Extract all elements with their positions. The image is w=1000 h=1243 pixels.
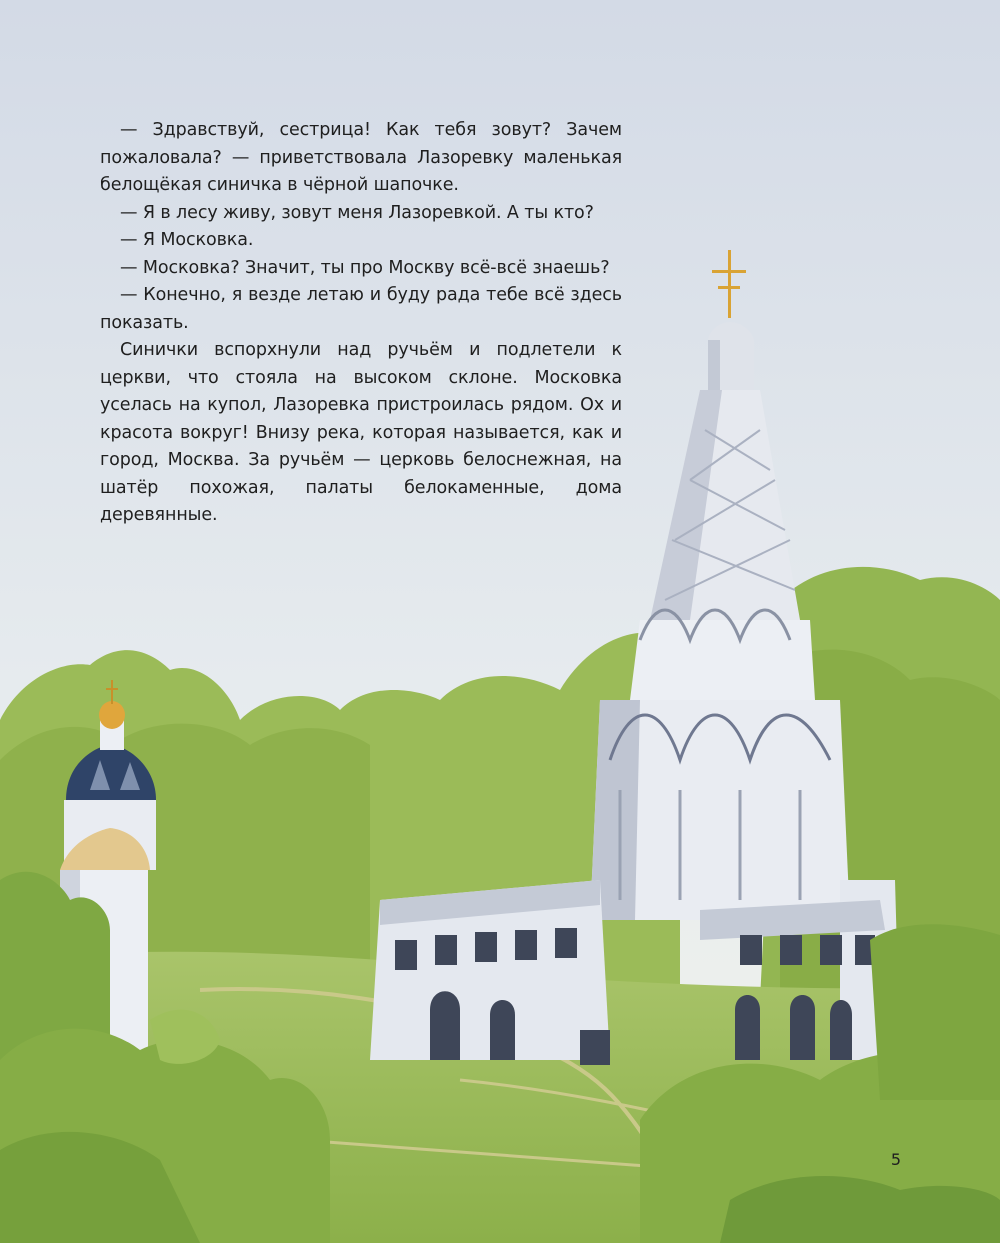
- page-number: 5: [890, 1150, 902, 1169]
- story-paragraph: Синички вспорхнули над ручьём и подлетели к церкви, что стояла на высоком склоне. Московка уселась на купол, Лазоревка пристроилась рядом. Ох и красота вокруг! Внизу река, которая называется, как и город, Москва. За ручьём — церковь белоснежная, на шатёр похожая, палаты белокаменные, дома деревянные.: [100, 340, 622, 525]
- story-text: [100, 117, 622, 530]
- story-paragraph: — Я в лесу живу, зовут меня Лазоревкой. А ты кто?: [120, 202, 594, 223]
- story-paragraph: — Я Московка.: [120, 230, 254, 250]
- story-paragraph: — Конечно, я везде летаю и буду рада тебе всё здесь показать.: [100, 285, 622, 333]
- story-paragraph: — Здравствуй, сестрица! Как тебя зовут? Зачем пожаловала? — приветствовала Лазоревку маленькая белощёкая синичка в чёрной шапочке.: [100, 120, 622, 195]
- story-paragraph: — Московка? Значит, ты про Москву всё-всё знаешь?: [120, 257, 610, 278]
